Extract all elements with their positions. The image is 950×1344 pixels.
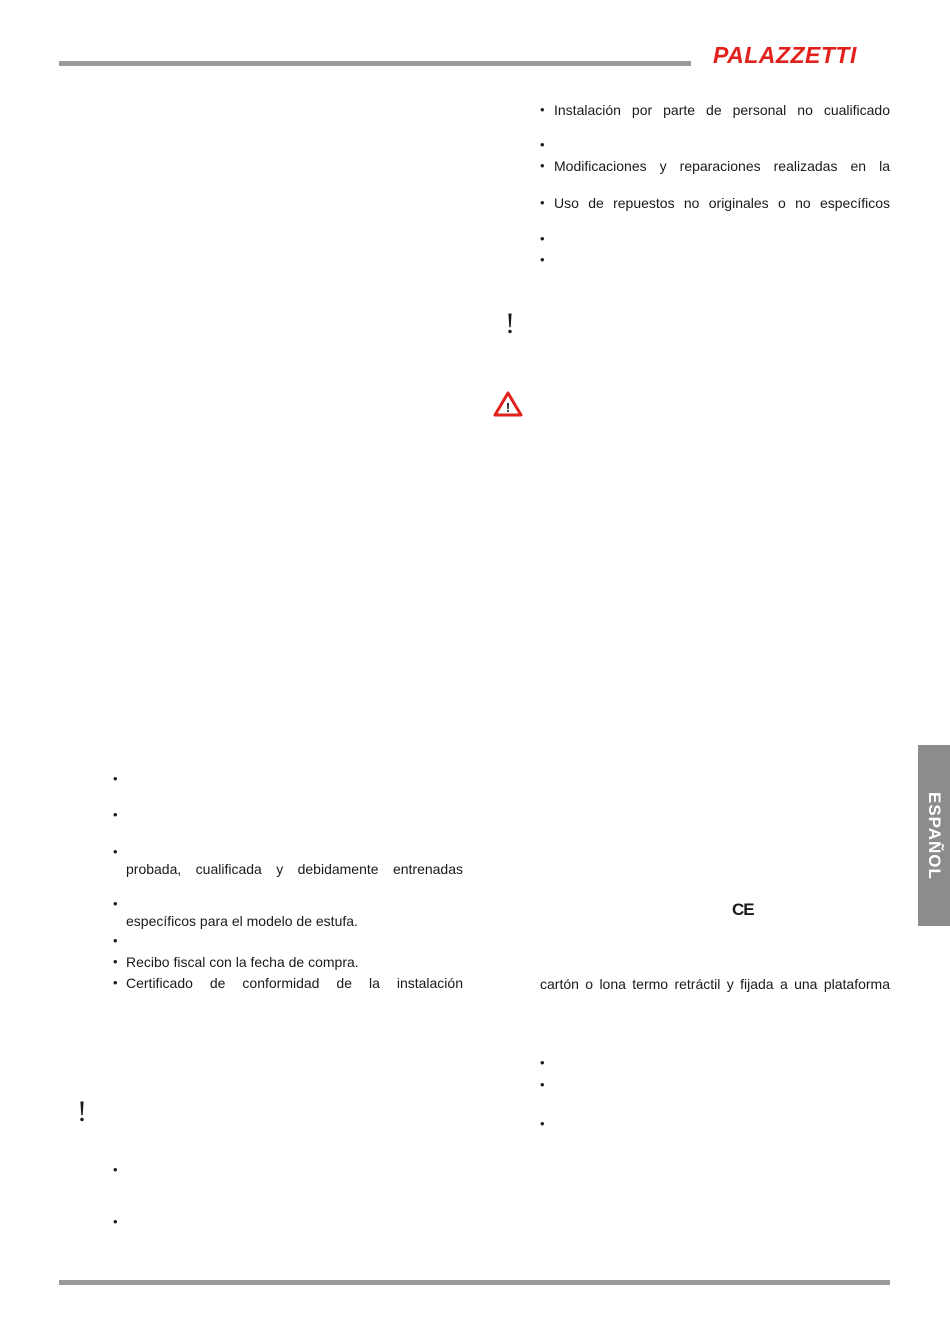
ce-mark-icon: CE xyxy=(732,900,754,919)
warning-mark: ! xyxy=(505,400,511,415)
list-item: probada, cualificada y debidamente entrenadas xyxy=(126,861,463,877)
list-item: específicos para el modelo de estufa. xyxy=(126,913,358,929)
bullet: • xyxy=(113,933,118,948)
bullet: • xyxy=(540,137,545,152)
bullet: • xyxy=(113,771,118,786)
bullet: • xyxy=(113,896,118,911)
language-tab[interactable] xyxy=(918,745,950,926)
bullet: • xyxy=(540,158,545,173)
footer-rule xyxy=(59,1280,890,1285)
list-item: Modificaciones y reparaciones realizadas en la xyxy=(554,158,890,174)
bullet: • xyxy=(113,975,118,990)
list-item: Recibo fiscal con la fecha de compra. xyxy=(126,954,359,970)
list-item: Uso de repuestos no originales o no específicos xyxy=(554,195,890,211)
exclamation-icon: ! xyxy=(77,1095,87,1128)
bullet: • xyxy=(540,1055,545,1070)
warning-triangle-icon xyxy=(493,391,523,417)
header-rule xyxy=(59,61,691,66)
list-item: Certificado de conformidad de la instalación xyxy=(126,975,463,991)
packaging-text: cartón o lona termo retráctil y fijada a una plataforma xyxy=(540,976,890,992)
list-item: Instalación por parte de personal no cualificado xyxy=(554,102,890,118)
language-tab-label: ESPAÑOL xyxy=(925,791,944,880)
brand-logo: PALAZZETTI xyxy=(713,42,857,68)
bullet: • xyxy=(540,252,545,267)
bullet: • xyxy=(540,231,545,246)
bullet: • xyxy=(113,844,118,859)
bullet: • xyxy=(540,1116,545,1131)
bullet: • xyxy=(540,102,545,117)
bullet: • xyxy=(113,807,118,822)
bullet: • xyxy=(540,1077,545,1092)
exclamation-icon: ! xyxy=(505,307,515,340)
bullet: • xyxy=(113,954,118,969)
bullet: • xyxy=(113,1162,118,1177)
bullet: • xyxy=(113,1214,118,1229)
bullet: • xyxy=(540,195,545,210)
